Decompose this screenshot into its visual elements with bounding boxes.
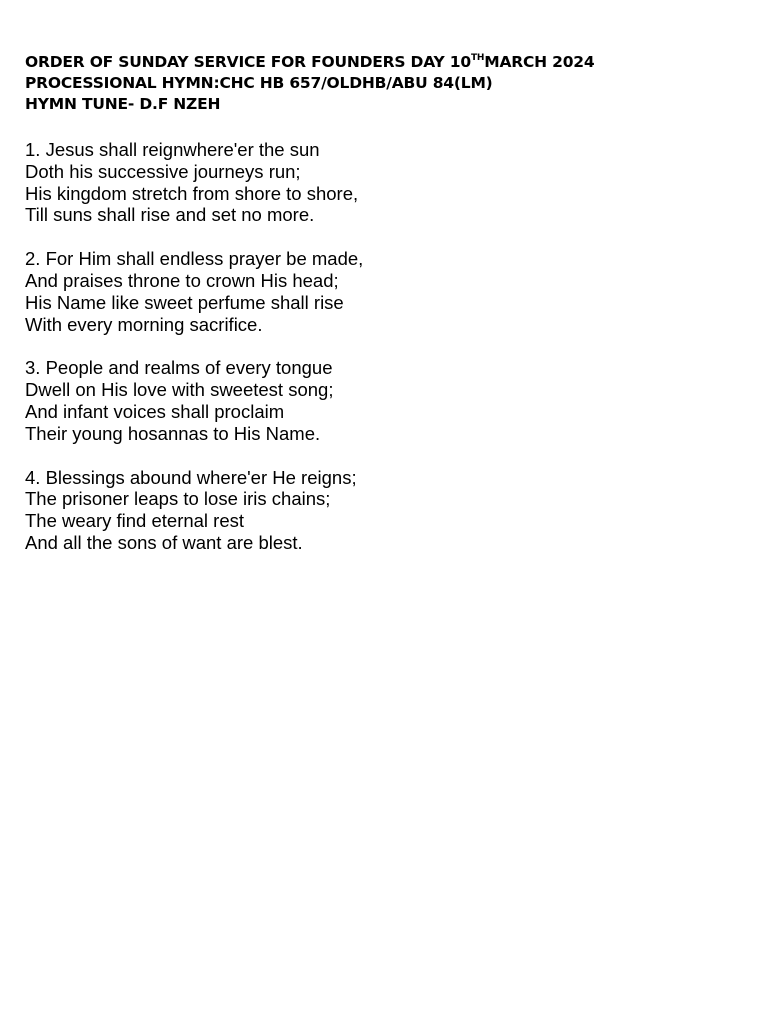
- hymn-verses: [25, 139, 745, 554]
- verse-line: 4. Blessings abound where'er He reigns;: [25, 466, 357, 488]
- verse-line: Dwell on His love with sweetest song;: [25, 379, 334, 401]
- service-title-suffix: MARCH 2024: [484, 53, 595, 71]
- verse-4: [25, 467, 745, 554]
- verse-line: 1. Jesus shall reignwhere'er the sun: [25, 139, 320, 160]
- verse-line: And all the sons of want are blest.: [25, 531, 303, 553]
- verse-line: 2. For Him shall endless prayer be made,: [25, 248, 364, 270]
- verse-line: And infant voices shall proclaim: [25, 400, 285, 422]
- verse-line: With every morning sacrifice.: [25, 313, 263, 335]
- verse-line: His kingdom stretch from shore to shore,: [25, 182, 359, 204]
- document-page: [25, 52, 745, 576]
- verse-2: [25, 248, 745, 335]
- service-title: [25, 52, 745, 73]
- verse-3: [25, 357, 745, 444]
- service-title-prefix: ORDER OF SUNDAY SERVICE FOR FOUNDERS DAY 10: [25, 53, 471, 71]
- verse-line: And praises throne to crown His head;: [25, 269, 339, 291]
- date-ordinal-superscript: TH: [470, 53, 485, 63]
- processional-hymn-reference: PROCESSIONAL HYMN:CHC HB 657/OLDHB/ABU 84(LM): [25, 74, 493, 92]
- verse-line: The weary find eternal rest: [25, 510, 245, 532]
- verse-line: Till suns shall rise and set no more.: [25, 204, 315, 226]
- verse-line: The prisoner leaps to lose iris chains;: [25, 488, 331, 510]
- verse-line: 3. People and realms of every tongue: [25, 357, 333, 379]
- verse-line: Their young hosannas to His Name.: [25, 422, 321, 444]
- verse-line: Doth his successive journeys run;: [25, 160, 301, 182]
- verse-line: His Name like sweet perfume shall rise: [25, 291, 344, 313]
- hymn-tune: HYMN TUNE- D.F NZEH: [25, 95, 221, 113]
- verse-1: [25, 139, 745, 226]
- header-spacer: [25, 115, 745, 139]
